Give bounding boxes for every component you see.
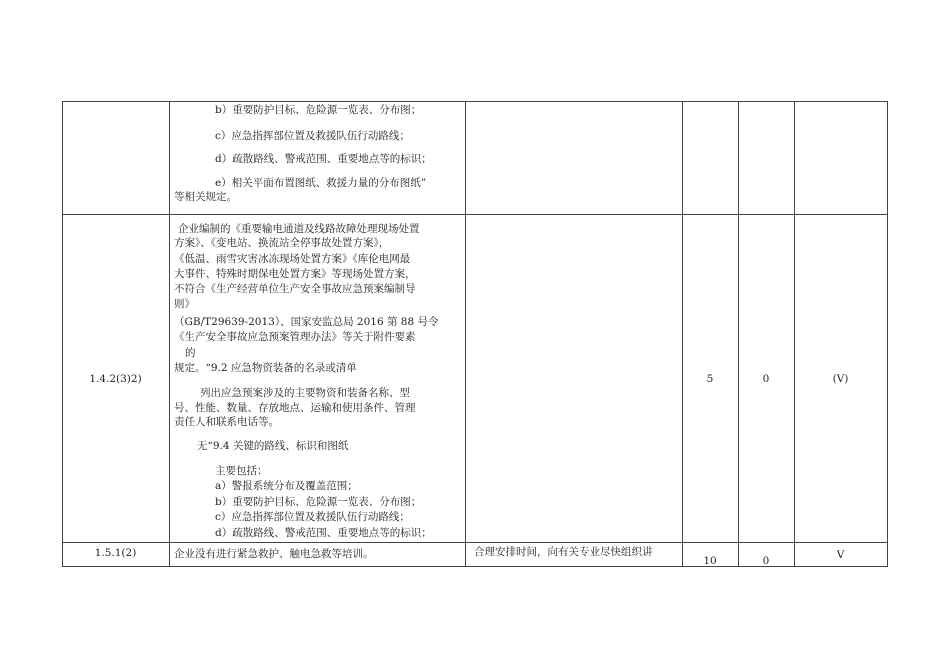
item-id: 1.4.2(3)2) — [89, 373, 142, 385]
score-value: 10 — [703, 555, 717, 567]
column-divider — [738, 101, 739, 567]
content-line: （GB/T29639-2013）、国家安监总局 2016 第 88 号令 — [174, 316, 439, 328]
score-value: 5 — [706, 373, 714, 385]
column-divider — [465, 101, 466, 567]
content-line: 方案》、《变电站、换流站全停事故处置方案》， — [174, 237, 390, 249]
content-line: c）应急指挥部位置及救援队伍行动路线； — [215, 511, 410, 523]
deduct-value: 0 — [762, 555, 770, 567]
content-line: c）应急指挥部位置及救援队伍行动路线； — [215, 130, 410, 142]
content-line: 《低温、雨雪灾害冰冻现场处置方案》《库伦电网最 — [174, 253, 411, 265]
content-line: 大事件、特殊时期保电处置方案》等现场处置方案， — [174, 268, 416, 280]
column-divider — [887, 101, 888, 567]
content-line: d）疏散路线、警戒范围、重要地点等的标识； — [215, 527, 432, 539]
content-line: 号、性能、数量、存放地点、运输和使用条件、管理 — [174, 402, 416, 414]
mark-value: (V) — [832, 373, 849, 385]
content-line: 则》 — [174, 298, 195, 310]
row-divider — [62, 214, 888, 215]
row-divider — [62, 542, 888, 543]
content-line: 的 — [185, 347, 196, 359]
item-id: 1.5.1(2) — [94, 547, 137, 559]
column-divider — [169, 101, 170, 567]
content-line: 列出应急预案涉及的主要物资和装备名称、型 — [200, 387, 410, 399]
content-line: a）警报系统分布及覆盖范围； — [215, 480, 358, 492]
content-line: e）相关平面布置图纸、救援力量的分布图纸” — [215, 177, 427, 189]
column-divider — [682, 101, 683, 567]
content-line: b）重要防护目标、危险源一览表、分布图； — [215, 496, 422, 508]
row-divider — [62, 101, 888, 102]
content-line: 企业没有进行紧急救护、触电急救等培训。 — [174, 548, 374, 560]
content-line: 主要包括： — [215, 465, 268, 477]
content-line: 等相关规定。 — [174, 191, 237, 203]
mark-value: V — [836, 549, 845, 561]
content-line: 规定。“9.2 应急物资装备的名录或清单 — [174, 362, 357, 374]
column-divider — [794, 101, 795, 567]
content-line: 责任人和联系电话等。 — [174, 416, 279, 428]
content-line: 不符合《生产经营单位生产安全事故应急预案编制导 — [174, 283, 416, 295]
content-line: d）疏散路线、警戒范围、重要地点等的标识； — [215, 153, 432, 165]
measure-text: 合理安排时间，向有关专业尽快组织讲 — [474, 546, 653, 558]
content-line: 《生产安全事故应急预案管理办法》等关于附件要素 — [174, 331, 416, 343]
content-line: 无“9.4 关键的路线、标识和图纸 — [197, 440, 349, 452]
column-divider — [62, 101, 63, 567]
deduct-value: 0 — [762, 373, 770, 385]
content-line: b）重要防护目标、危险源一览表、分布图； — [215, 104, 422, 116]
content-line: 企业编制的《重要输电通道及线路故障处理现场处置 — [178, 223, 420, 235]
